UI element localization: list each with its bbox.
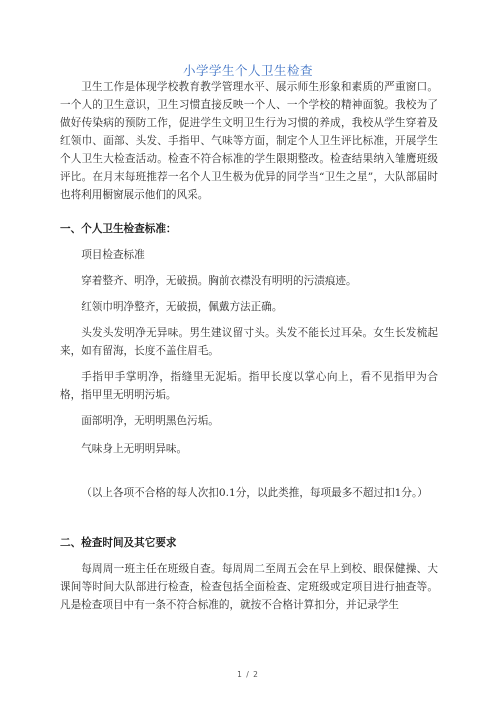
standard-clothing: 穿着整齐、明净，无破损。胸前衣襟没有明明的污渍痕迹。: [81, 275, 357, 287]
standard-face: 面部明净，无明明黑色污垢。: [81, 415, 219, 427]
standard-odor: 气味身上无明明异味。: [81, 443, 188, 455]
section-heading-schedule: 二、检查时间及其它要求: [60, 537, 177, 549]
deduction-note: （以上各项不合格的每人次扣0.1分，以此类推，每项最多不超过扣1分。）: [81, 487, 428, 499]
intro-paragraph: 卫生工作是体现学校教育教学管理水平、展示师生形象和素质的严重窗口。一个人的卫生意识，卫生习惯直接反映一个人、一个学校的精神面貌。我校为了做好传染病的预防工作，促进学生文明卫生行为习惯的养成，我校从学生穿着及红领巾、面部、头发、手指甲、气味等方面，制定个人卫生评比标准，开展学生个人卫生大检查活动。检查不符合标准的学生限期整改。检查结果纳入雏鹰班级评比。在月末每班推荐一名个人卫生极为优异的同学当“卫生之星”，大队部届时也将利用橱窗展示他们的风采。: [60, 81, 438, 201]
standard-red-scarf: 红领巾明净整齐，无破损，佩戴方法正确。: [81, 301, 283, 313]
items-heading: 项目检查标准: [81, 249, 145, 261]
schedule-paragraph: 每周周一班主任在班级自查。每周周二至周五会在早上到校、眼保健操、大课间等时间大队部进行检查，检查包括全面检查、定班级或定项目进行抽查等。凡是检查项目中有一条不符合标准的，就按不合格计算扣分，并记录学生: [60, 563, 438, 611]
section-heading-standards: 一、个人卫生检查标准：: [60, 223, 177, 235]
standard-hair: 头发头发明净无异味。男生建议留寸头。头发不能长过耳朵。女生长发梳起来，如有留海，长度不盖住眉毛。: [60, 327, 438, 357]
page-title: 小学学生个人卫生检查: [182, 63, 313, 78]
standard-nails: 手指甲手掌明净，指缝里无泥垢。指甲长度以掌心向上，看不见指甲为合格，指甲里无明明污垢。: [60, 371, 438, 401]
page-indicator: 1 / 2: [237, 670, 259, 679]
